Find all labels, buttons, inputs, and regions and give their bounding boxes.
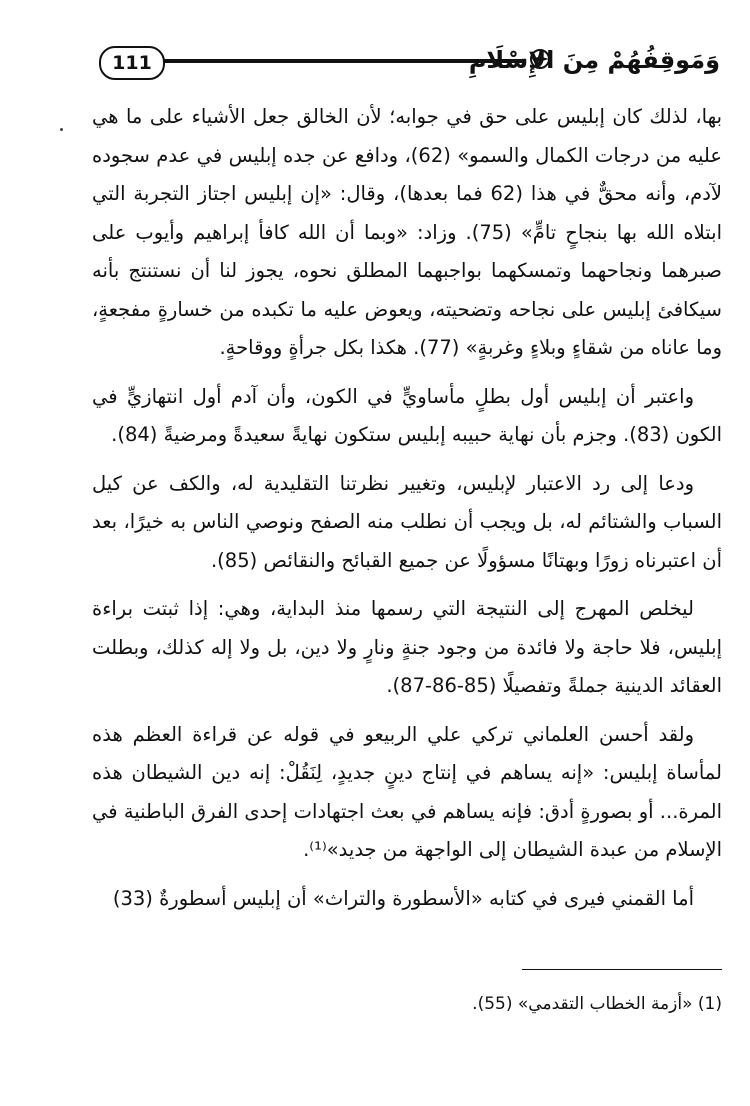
paragraph-text: أما القمني فيرى في كتابه «الأسطورة والتراث» أن إبليس أسطورةٌ (33) bbox=[112, 886, 694, 910]
paragraph-text: واعتبر أن إبليس أول بطلٍ مأساويٍّ في الكون، وأن آدم أول انتهازيٍّ في الكون (83). وجزم بأن نهاية حبيبه إبليس ستكون نهايةً سعيدةً ومرضيةً (84). bbox=[92, 384, 722, 446]
paragraph bbox=[92, 880, 722, 919]
paragraph bbox=[92, 378, 722, 455]
paragraph-text: بها، لذلك كان إبليس على حق في جوابه؛ لأن الخالق جعل الأشياء على ما هي عليه من درجات الكمال والسمو» (62)، ودافع عن جده إبليس في عدم سجوده لآدم، وأنه محقٌّ في هذا (62 فما بعدها)، وقال: «إن إبليس اجتاز التجربة التي ابتلاه الله بها بنجاحٍ تامٍّ» (75). وزاد: «وبما أن الله كافأ إبراهيم وأيوب على صبرهما ونجاحهما وتمسكهما بواجبهما المطلق نحوه، يجوز لنا أن نستنتج بأنه سيكافئ إبليس على نجاحه وتضحيته، ويعوض عليه ما تكبده من خسارةٍ مفجعةٍ، وما عاناه من شقاءٍ وبلاءٍ وغربةٍ» (77). هكذا بكل جرأةٍ ووقاحةٍ. bbox=[92, 105, 722, 359]
paragraph-text: ولقد أحسن العلماني تركي علي الربيعو في قوله عن قراءة العظم هذه لمأساة إبليس: «إنه يساهم في إنتاج دينٍ جديدٍ، لِنَقُلْ: إنه دين الشيطان هذه المرة... أو بصورةٍ أدق: فإنه يساهم في بعث اجتهادات إحدى الفرق الباطنية في الإسلام من عبدة الشيطان إلى الواجهة من جديد»⁽¹⁾. bbox=[92, 722, 722, 861]
page-header bbox=[95, 40, 720, 90]
footnote-rule bbox=[522, 969, 722, 970]
header-title: وَمَوقِفُهُمْ مِنَ الإِسْلَامِ bbox=[468, 46, 720, 74]
paragraph-text: ودعا إلى رد الاعتبار لإبليس، وتغيير نظرتنا التقليدية له، والكف عن كيل السباب والشتائم له، بل ويجب أن نطلب منه الصفح ونوصي الناس به خيرًا، بعد أن اعتبرناه زورًا وبهتانًا مسؤولًا عن جميع القبائح والنقائص (85). bbox=[92, 471, 722, 572]
paragraph bbox=[92, 590, 722, 706]
footnote: (1) «أزمة الخطاب التقدمي» (55). bbox=[472, 994, 722, 1014]
body-text bbox=[92, 98, 722, 928]
margin-dot bbox=[60, 128, 63, 131]
page-number: 111 bbox=[99, 46, 165, 80]
paragraph bbox=[92, 465, 722, 581]
paragraph bbox=[92, 716, 722, 870]
paragraph-text: ليخلص المهرج إلى النتيجة التي رسمها منذ البداية، وهي: إذا ثبتت براءة إبليس، فلا حاجة ولا فائدة من وجود جنةٍ ونارٍ ولا دين، بل ولا إله كذلك، وبطلت العقائد الدينية جملةً وتفصيلًا (85-86-87). bbox=[92, 597, 722, 697]
paragraph bbox=[92, 98, 722, 368]
